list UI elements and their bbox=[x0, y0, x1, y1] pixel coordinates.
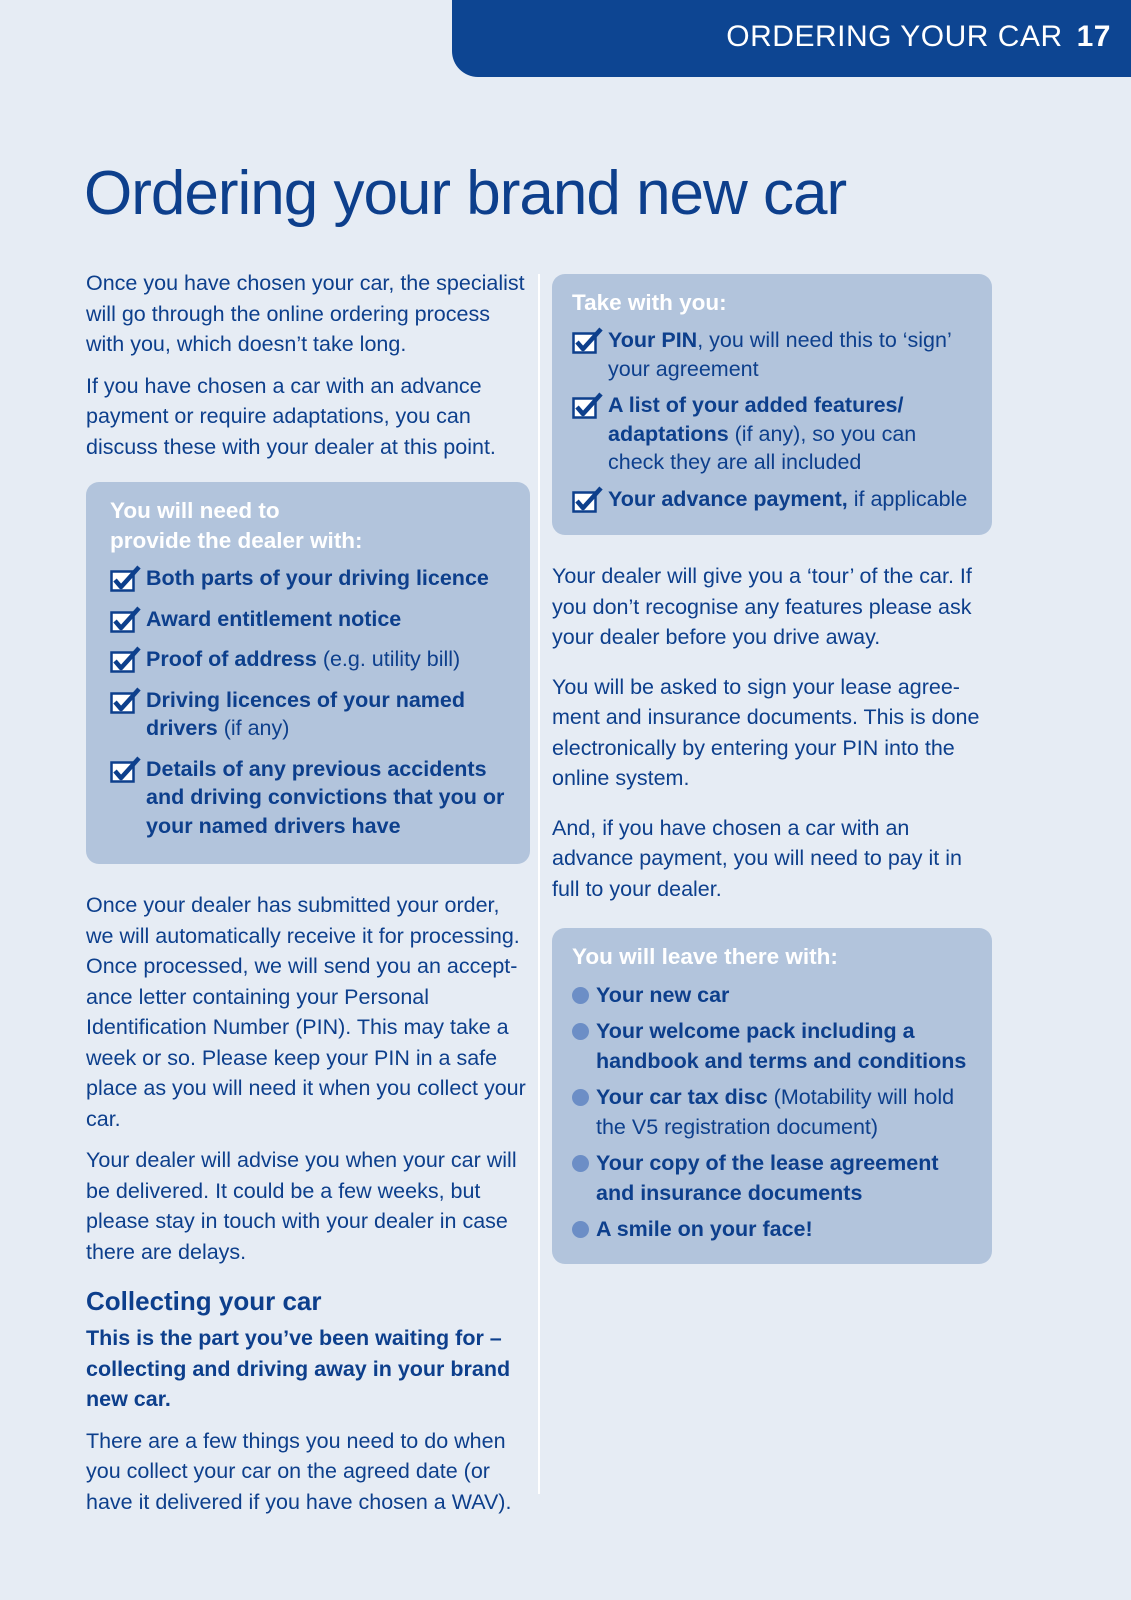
bullet-item: Your car tax disc (Motability will hold the V5 registration document) bbox=[572, 1082, 978, 1142]
bullet-dot-icon bbox=[572, 1155, 589, 1172]
dealer-requirements-list bbox=[110, 564, 512, 840]
take-with-you-title: Take with you: bbox=[572, 290, 727, 315]
column-divider bbox=[538, 274, 540, 1494]
checklist-item: Your advance payment, if applicable bbox=[572, 485, 978, 514]
collecting-lead: This is the part you’ve been waiting for – collecting and driving away in your brand new car. bbox=[86, 1326, 511, 1411]
bullet-dot-icon bbox=[572, 987, 589, 1004]
bullet-dot-icon bbox=[572, 1089, 589, 1106]
checklist-item: Both parts of your driving licence bbox=[110, 564, 512, 593]
leave-with-list bbox=[572, 980, 978, 1244]
left-column bbox=[86, 268, 530, 1528]
intro-paragraph-2: If you have chosen a car with an advance payment or require adaptations, you can discuss these with your dealer at this point. bbox=[86, 373, 496, 459]
leave-with-title: You will leave there with: bbox=[572, 944, 838, 969]
bullet-item: Your welcome pack including a handbook and terms and conditions bbox=[572, 1016, 978, 1076]
running-header bbox=[726, 20, 1111, 54]
checkbox-tick-icon bbox=[572, 327, 604, 355]
dealer-requirements-title: You will need to provide the dealer with: bbox=[110, 498, 363, 553]
header-tab bbox=[452, 0, 1131, 77]
checkbox-tick-icon bbox=[572, 486, 604, 514]
checklist-item: Award entitlement notice bbox=[110, 605, 512, 634]
tour-paragraph: Your dealer will give you a ‘tour’ of the car. If you don’t recognise any features please ask your dealer before you drive away. bbox=[552, 564, 972, 649]
checkbox-tick-icon bbox=[110, 687, 142, 715]
checklist-item: Driving licences of your named drivers (if any) bbox=[110, 686, 512, 743]
order-processing-paragraph: Once your dealer has submitted your order, we will automatically receive it for processing. Once processed, we will send you an acceptance letter containing your Personal Identification Number (PIN). This may take a week or so. Please keep your PIN in a safe place as you will need it when you collect your car. bbox=[86, 893, 526, 1131]
bullet-item: A smile on your face! bbox=[572, 1214, 978, 1244]
checklist-item: A list of your added features/ adaptations (if any), so you can check they are all included bbox=[572, 391, 978, 477]
bullet-dot-icon bbox=[572, 1221, 589, 1238]
collecting-heading: Collecting your car bbox=[86, 1286, 322, 1316]
delivery-paragraph: Your dealer will advise you when your car will be delivered. It could be a few weeks, but please stay in touch with your dealer in case there are delays. bbox=[86, 1148, 517, 1264]
bullet-item: Your new car bbox=[572, 980, 978, 1010]
checkbox-tick-icon bbox=[110, 606, 142, 634]
page-number: 17 bbox=[1076, 20, 1111, 53]
checkbox-tick-icon bbox=[110, 756, 142, 784]
advance-payment-paragraph: And, if you have chosen a car with an advance payment, you will need to pay it in full to your dealer. bbox=[552, 815, 962, 901]
checklist-item: Proof of address (e.g. utility bill) bbox=[110, 645, 512, 674]
sign-paragraph: You will be asked to sign your lease agreement and insurance documents. This is done electronically by entering your PIN into the online system. bbox=[552, 674, 980, 790]
bullet-item: Your copy of the lease agreement and insurance documents bbox=[572, 1148, 978, 1208]
page-title: Ordering your brand new car bbox=[84, 159, 847, 228]
bullet-dot-icon bbox=[572, 1023, 589, 1040]
right-column bbox=[552, 268, 992, 1290]
leave-with-box bbox=[552, 928, 992, 1264]
checklist-item: Details of any previous accidents and driving convictions that you or your named drivers have bbox=[110, 755, 512, 841]
checklist-item: Your PIN, you will need this to ‘sign’ your agreement bbox=[572, 326, 978, 383]
checkbox-tick-icon bbox=[110, 565, 142, 593]
take-with-you-list bbox=[572, 326, 978, 513]
checkbox-tick-icon bbox=[572, 392, 604, 420]
section-title: ORDERING YOUR CAR bbox=[726, 20, 1063, 53]
intro-paragraph-1: Once you have chosen your car, the specialist will go through the online ordering process with you, which doesn’t take long. bbox=[86, 271, 525, 356]
take-with-you-box bbox=[552, 274, 992, 535]
dealer-requirements-box bbox=[86, 482, 530, 864]
collecting-paragraph: There are a few things you need to do when you collect your car on the agreed date (or have it delivered if you have chosen a WAV). bbox=[86, 1428, 512, 1514]
checkbox-tick-icon bbox=[110, 646, 142, 674]
